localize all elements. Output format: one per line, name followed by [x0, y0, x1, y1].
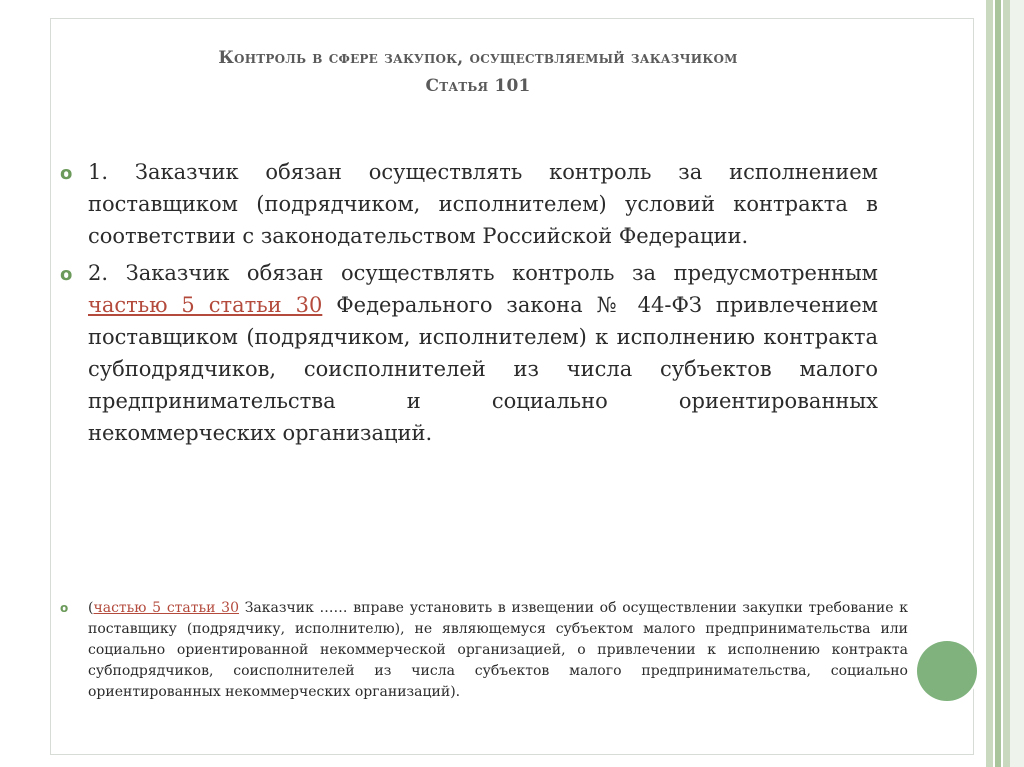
title-line-2: Статья 101 [425, 76, 531, 96]
note-text: Заказчик …… вправе установить в извещении об осуществлении закупки требование к поставщику (подрядчику, исполнителю), не являющемуся субъектом малого предпринимательства или социально ориентированной некоммерческой организацией, о привлечении к исполнению контракта субподрядчиков, соисполнителей из числа субъектов малого предпринимательства, социально ориентированных некоммерческих организаций). [88, 600, 909, 700]
footnote-item [58, 598, 908, 703]
bullet-item-2 [58, 257, 878, 449]
bullet-text-after: Федерального закона № 44-ФЗ привлечением поставщиком (подрядчиком, исполнителем) к исполнению контракта субподрядчиков, соисполнителей из числа субъектов малого предпринимательства и социально ориентированных некоммерческих организаций. [88, 293, 878, 445]
bullet-marker-icon: o [60, 264, 73, 285]
decorative-side-stripes [984, 0, 1024, 767]
title-line-1: Контроль в сфере закупок, осуществляемый заказчиком [218, 48, 738, 68]
decorative-circle-icon [917, 641, 977, 701]
bullet-text-before: 2. Заказчик обязан осуществлять контроль за предусмотренным [88, 261, 878, 285]
bullet-text: 1. Заказчик обязан осуществлять контроль за исполнением поставщиком (подрядчиком, исполнителем) условий контракта в соответствии с законодательством Российской Федерации. [88, 160, 878, 248]
bullet-marker-icon: o [60, 163, 73, 184]
note-open-paren: ( [88, 600, 94, 616]
law-article-link[interactable]: частью 5 статьи 30 [88, 293, 323, 317]
slide-title [60, 44, 896, 100]
bullet-item-1 [58, 156, 878, 252]
note-law-article-link[interactable]: частью 5 статьи 30 [93, 600, 239, 616]
bullet-list [58, 156, 878, 454]
bullet-marker-icon: o [60, 601, 69, 615]
